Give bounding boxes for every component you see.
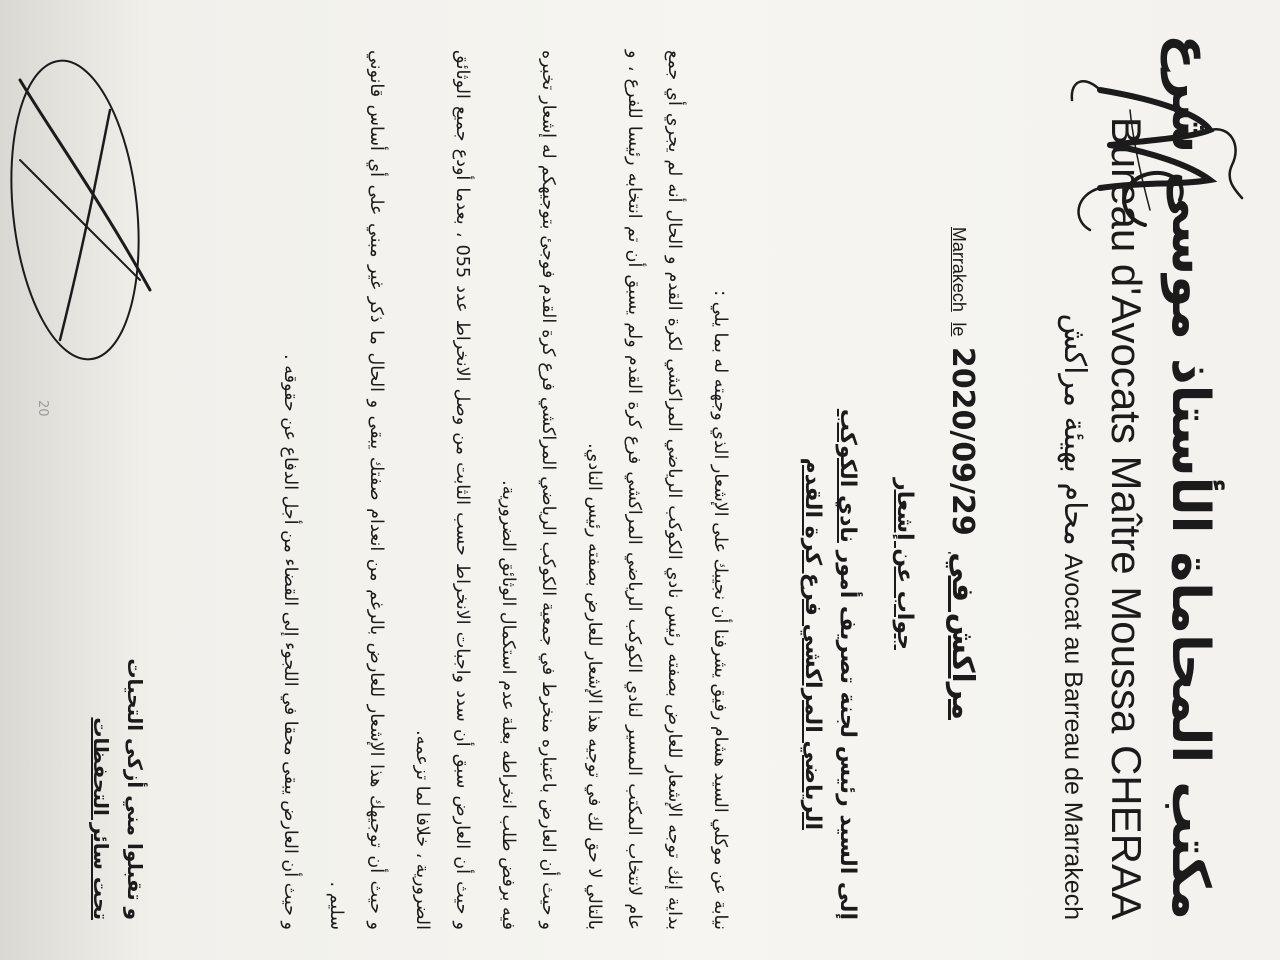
handwritten-signature — [0, 40, 170, 370]
body-paragraph: نيابة عن موكلي السيد هشام رفيق يشرفنا أن نجيبك على الإشعار الذي وجهته له بما يلي : — [710, 290, 730, 930]
body-paragraph: و حيث أن العارض باعتباره منخرط في جمعية الكوكب الرياضي المراكشي فرع كرة القدم فوجئ بتوجيهكم له إشعار تخبره فيه برفض طلب انخراطه بعلة عدم استكمال الوثائق الضرورية. — [498, 50, 558, 930]
date-le: le — [949, 322, 969, 337]
letter-body — [264, 50, 740, 930]
letter-subject: جواب عن إشعار — [892, 478, 917, 650]
faint-stamp-text: 20 — [35, 400, 50, 417]
date-city-arabic: مراكش في — [945, 552, 980, 720]
addressee-club: نادي الكوكب — [835, 408, 860, 543]
monogram-mc-icon — [1060, 70, 1250, 240]
closing-line-1: و تقبلوا مني أزكى التحيات — [123, 658, 147, 920]
addressee-line-2: الرياضي المراكشي فرع كرة القدم — [800, 457, 825, 830]
letterhead — [980, 34, 1270, 940]
closing-line-2: تحت سائر التحفظات — [89, 717, 113, 920]
office-title-french: Bureau d'Avocats Maître Moussa CHERAA — [1103, 116, 1150, 920]
office-subtitle-french: Avocat au Barreau de Marrakech — [1059, 553, 1087, 920]
date-value: 2020/09/29 — [945, 346, 980, 536]
addressee — [800, 70, 860, 920]
body-paragraph: و حيث أن العارض يبقى محقا في اللجوء إلى القضاء من أجل الدفاع عن حقوقه . — [280, 354, 300, 930]
addressee-prefix: إلى السيد رئيس لجنة تصريف أمور — [835, 550, 860, 920]
date-city-french: Marrakech — [949, 226, 969, 312]
office-subtitle — [1057, 300, 1092, 920]
body-paragraph: بداية إنك توجه الإشعار للعارض بصفته رئيس نادي الكوكب الرياضي المراكشي لكرة القدم و الحال أنه لم يجري أي جمع عام لانتخاب المكتب المسير لنادي الكوكب الرياضي المراكشي فرع كرة القدم ولم يسبق أن تم انتخابه رئيسا للفرع ، و بالتالي لا حق لك في توجيه هذا الإشعار للعارض بصفته رئيس النادي. — [584, 50, 684, 930]
letter-date — [945, 227, 980, 720]
office-subtitle-arabic: محام بهيئة مراكش — [1057, 313, 1092, 546]
addressee-line-1 — [835, 70, 860, 920]
body-paragraph: و حيث أن العارض سبق أن سدد واجبات الانخراط حسب الثابت من وصل الانخراط عدد 055 ، بعدما أودع جميع الوثائق الضرورية ، خلافا لما تزعمه. — [412, 50, 472, 930]
body-paragraph: و حيث أن توجيهك هذا الإشعار للعارض بالرغم من انعدام صفتك يبقى و الحال ما ذكر غير مبني على أي أساس قانوني سليم . — [326, 50, 386, 930]
office-title-arabic: مكتب المحاماة الأستاذ موسى شرع — [1160, 34, 1220, 920]
